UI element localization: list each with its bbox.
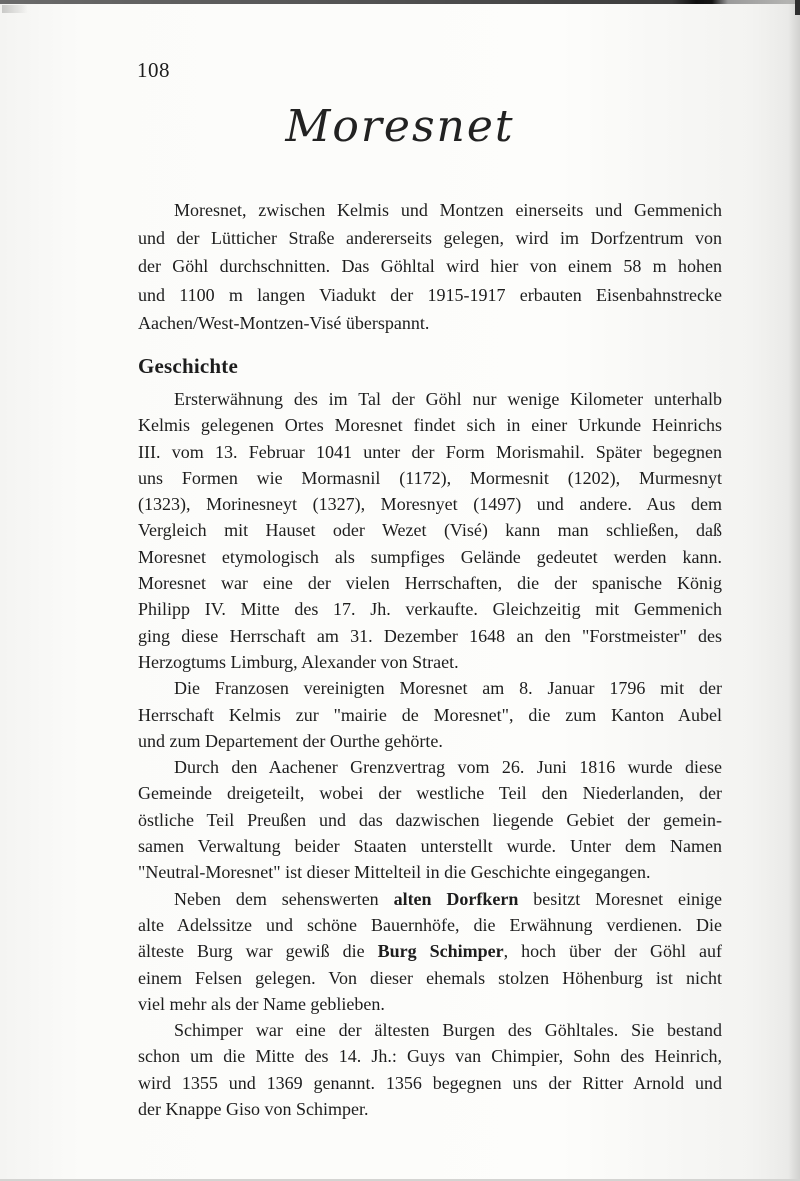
text-line: Philipp IV. Mitte des 17. Jh. verkaufte. Gleichzeitig mit Gemmenich (138, 599, 722, 620)
text-line: Moresnet war eine der vielen Herrschaften, die der spanische König (138, 573, 722, 594)
text-line (138, 938, 722, 964)
text-line: Ersterwähnung des im Tal der Göhl nur wenige Kilometer unterhalb (174, 389, 722, 409)
text-line: Die Franzosen vereinigten Moresnet am 8. Januar 1796 mit der (174, 678, 722, 699)
bold-term-alten-dorfkern: alten Dorfkern (393, 888, 519, 909)
section-heading-geschichte: Geschichte (138, 354, 238, 378)
text-line: Moresnet, zwischen Kelmis und Montzen einerseits und Gemmenich (174, 200, 722, 220)
text-line: III. vom 13. Februar 1041 unter der Form Morismahil. Später begegnen (138, 441, 722, 462)
page-title: Moresnet (285, 101, 515, 152)
text-line: ging diese Herrschaft am 31. Dezember 1648 an den "Forstmeister" des (138, 625, 722, 646)
text-line: alte Adelssitze und schöne Bauernhöfe, die Erwähnung verdienen. Die (138, 914, 722, 935)
text-segment: besitzt Moresnet einige (518, 888, 722, 909)
text-segment: , hoch über der Göhl auf (503, 941, 722, 962)
bold-term-burg-schimper: Burg Schimper (377, 941, 504, 962)
text-line: Herrschaft Kelmis zur "mairie de Moresnet", die zum Kanton Aubel (138, 704, 722, 725)
scan-right-edge-artifact (795, 0, 800, 15)
text-line: Vergleich mit Hauset oder Wezet (Visé) kann man schließen, daß (138, 520, 722, 541)
page-number: 108 (137, 58, 170, 82)
text-segment: Neben dem sehenswerten (174, 888, 394, 909)
text-line: samen Verwaltung beider Staaten unterstellt wurde. Unter dem Namen (138, 836, 722, 857)
page-edge-shadow (788, 0, 800, 1181)
text-line: und 1100 m langen Viadukt der 1915-1917 erbauten Eisenbahnstrecke (138, 284, 722, 305)
text-line: der Göhl durchschnitten. Das Göhltal wird hier von einem 58 m hohen (138, 256, 722, 277)
text-line (138, 886, 722, 912)
geschichte-section-body (138, 386, 722, 1122)
text-segment: älteste Burg war gewiß die (138, 941, 378, 962)
intro-paragraph (138, 196, 722, 337)
text-line: (1323), Morinesneyt (1327), Moresnyet (1497) und andere. Aus dem (138, 494, 722, 515)
text-line: Moresnet etymologisch als sumpfiges Gelände gedeutet werden kann. (138, 546, 722, 567)
text-line: Herzogtums Limburg, Alexander von Straet. (138, 651, 459, 672)
text-line: östliche Teil Preußen und das dazwischen liegende Gebiet der gemein- (138, 809, 722, 830)
text-line: schon um die Mitte des 14. Jh.: Guys van Chimpier, Sohn des Heinrich, (138, 1046, 722, 1067)
text-line: der Knappe Giso von Schimper. (138, 1099, 369, 1120)
text-line: Schimper war eine der ältesten Burgen des Göhltales. Sie bestand (174, 1020, 722, 1041)
scan-corner-artifact (2, 5, 28, 13)
text-line: Durch den Aachener Grenzvertrag vom 26. Juni 1816 wurde diese (174, 757, 722, 778)
text-line: Aachen/West-Montzen-Visé überspannt. (138, 312, 430, 333)
text-line: und zum Departement der Ourthe gehörte. (138, 730, 443, 751)
text-line: und der Lütticher Straße andererseits gelegen, wird im Dorfzentrum von (138, 228, 722, 249)
scan-top-edge-artifact (0, 0, 800, 4)
text-line: einem Felsen gelegen. Von dieser ehemals stolzen Höhenburg ist nicht (138, 967, 722, 988)
text-line: viel mehr als der Name geblieben. (138, 993, 385, 1014)
text-line: Gemeinde dreigeteilt, wobei der westliche Teil den Niederlanden, der (138, 783, 722, 804)
text-line: "Neutral-Moresnet" ist dieser Mittelteil in die Geschichte eingegangen. (138, 862, 651, 883)
text-line: uns Formen wie Mormasnil (1172), Mormesnit (1202), Murmesnyt (138, 467, 722, 488)
text-line: Kelmis gelegenen Ortes Moresnet findet sich in einer Urkunde Heinrichs (138, 415, 722, 436)
text-line: wird 1355 und 1369 genannt. 1356 begegnen uns der Ritter Arnold und (138, 1072, 722, 1093)
